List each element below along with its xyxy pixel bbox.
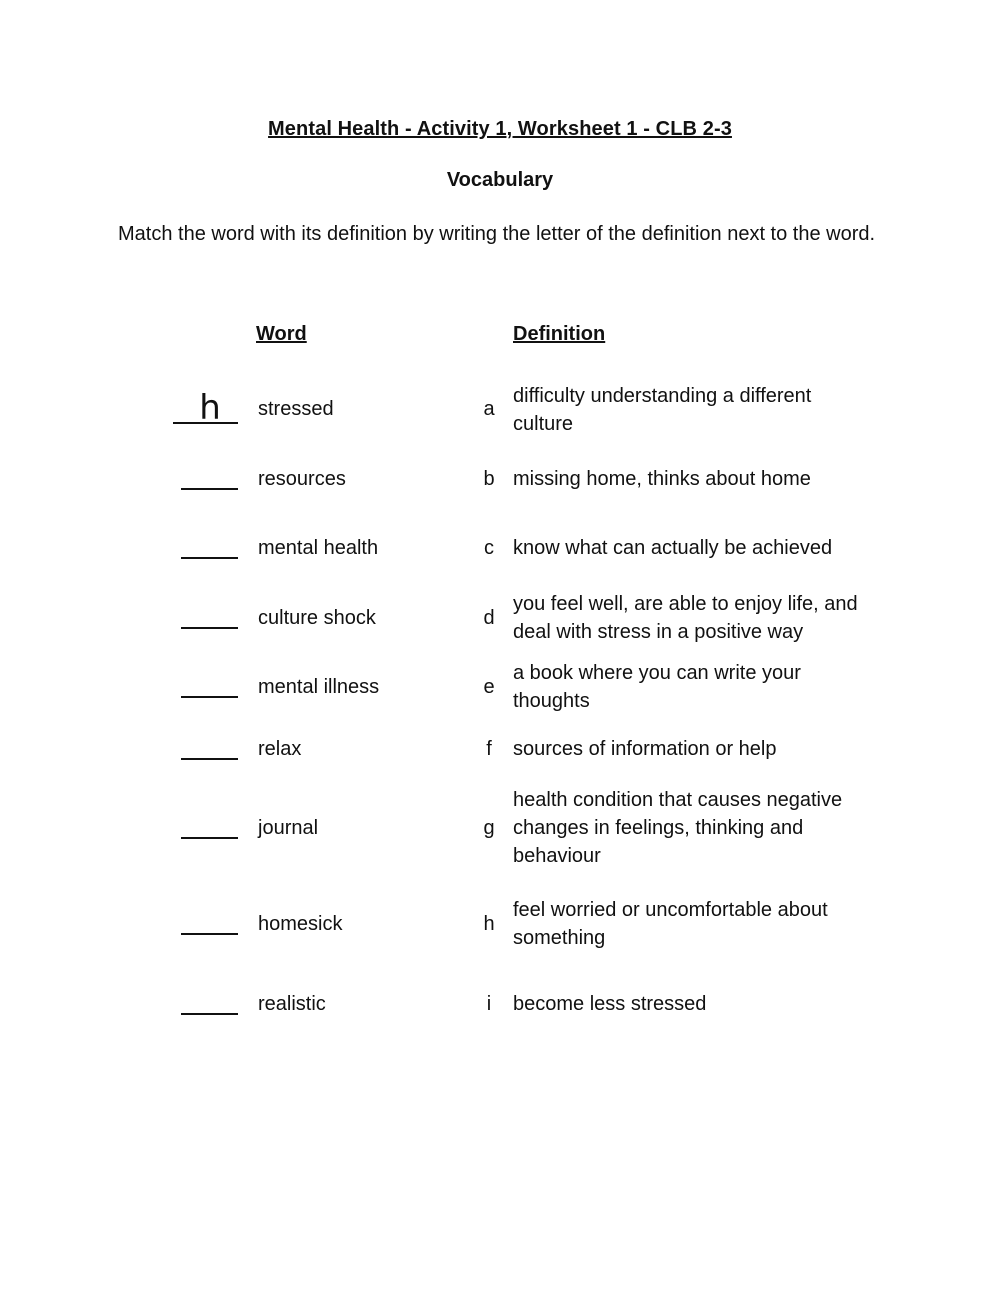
definition-text: difficulty understanding a different culture [513, 385, 812, 435]
definition-letter: c [484, 537, 494, 559]
vocab-word: journal [258, 817, 319, 839]
vocab-word: mental illness [258, 676, 380, 698]
definition-letter: b [483, 468, 495, 490]
vocab-word: culture shock [258, 607, 376, 629]
vocab-word: resources [258, 468, 346, 490]
vocab-word: homesick [258, 913, 343, 935]
word-column-header: Word [256, 323, 307, 345]
answer-blank[interactable] [181, 1013, 238, 1015]
answer-blank[interactable] [181, 696, 238, 698]
definition-letter: d [483, 607, 495, 629]
definition-letter: h [483, 913, 495, 935]
worksheet-title: Mental Health - Activity 1, Worksheet 1 - CLB 2-3 [268, 118, 732, 140]
answer-blank[interactable] [181, 837, 238, 839]
answer-blank[interactable] [181, 627, 238, 629]
definition-letter: i [486, 993, 492, 1015]
vocab-word: realistic [258, 993, 326, 1015]
definition-text: become less stressed [513, 993, 707, 1015]
answer-blank[interactable] [181, 933, 238, 935]
definition-letter: e [483, 676, 495, 698]
answer-blank[interactable] [181, 488, 238, 490]
vocab-word: stressed [258, 398, 334, 420]
definition-column-header: Definition [513, 323, 606, 345]
vocab-word: relax [258, 738, 302, 760]
definition-text: know what can actually be achieved [513, 537, 833, 559]
instructions: Match the word with its definition by writing the letter of the definition next to the word. [118, 223, 876, 245]
answer-blank[interactable] [181, 758, 238, 760]
definition-text: missing home, thinks about home [513, 468, 811, 490]
definition-text: you feel well, are able to enjoy life, and deal with stress in a positive way [513, 593, 858, 643]
definition-text: health condition that causes negative changes in feelings, thinking and behaviour [513, 789, 843, 867]
handwritten-answer: h [199, 388, 221, 428]
section-title: Vocabulary [446, 169, 554, 191]
answer-blank[interactable] [173, 422, 238, 424]
definition-text: sources of information or help [513, 738, 777, 760]
definition-text: feel worried or uncomfortable about something [513, 899, 828, 949]
definition-letter: f [486, 738, 492, 760]
vocab-word: mental health [258, 537, 379, 559]
answer-blank[interactable] [181, 557, 238, 559]
definition-letter: a [483, 398, 495, 420]
definition-text: a book where you can write your thoughts [513, 662, 801, 712]
definition-letter: g [483, 817, 495, 839]
